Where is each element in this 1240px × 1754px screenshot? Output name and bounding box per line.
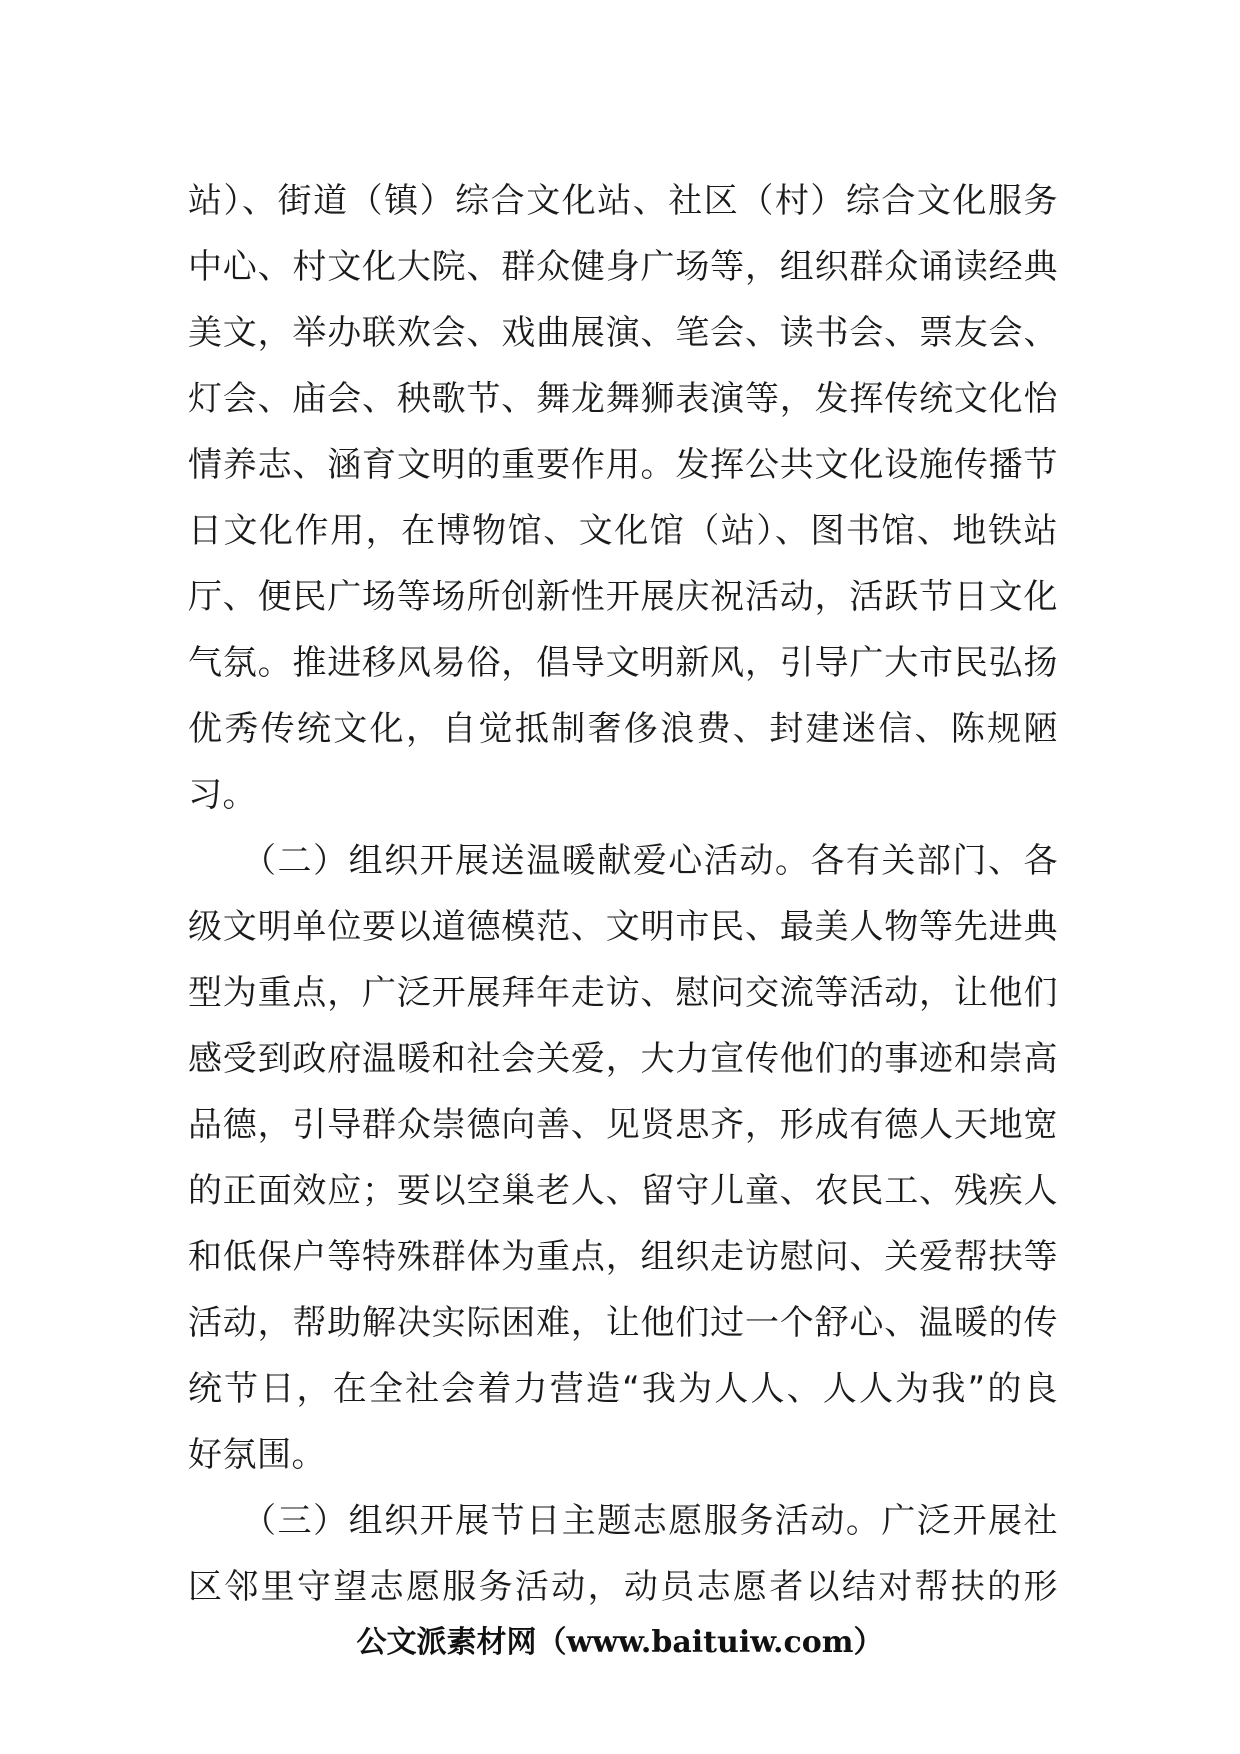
text-line: 灯会、庙会、秧歌节、舞龙舞狮表演等，发挥传统文化怡 [188,379,1058,419]
text-line: 习。 [188,775,257,815]
text-line: 感受到政府温暖和社会关爱，大力宣传他们的事迹和崇高 [188,1039,1058,1079]
text-line: 型为重点，广泛开展拜年走访、慰问交流等活动，让他们 [188,973,1058,1013]
text-line: 的正面效应；要以空巢老人、留守儿童、农民工、残疾人 [188,1171,1058,1211]
text-line: 品德，引导群众崇德向善、见贤思齐，形成有德人天地宽 [188,1105,1058,1145]
document-body [188,168,1058,1620]
source-watermark-footer: 公文派素材网（www.baituiw.com） [356,1625,884,1660]
text-line: 和低保户等特殊群体为重点，组织走访慰问、关爱帮扶等 [188,1237,1058,1277]
paragraph-heading-line: （二）组织开展送温暖献爱心活动。各有关部门、各 [188,841,1058,881]
text-line: 中心、村文化大院、群众健身广场等，组织群众诵读经典 [188,247,1058,287]
text-line: 区邻里守望志愿服务活动，动员志愿者以结对帮扶的形 [188,1567,1058,1607]
paragraph-heading-line: （三）组织开展节日主题志愿服务活动。广泛开展社 [188,1501,1058,1541]
text-line: 日文化作用，在博物馆、文化馆（站）、图书馆、地铁站 [188,511,1058,551]
text-line: 统节日，在全社会着力营造“我为人人、人人为我”的良 [188,1369,1058,1409]
text-line: 活动，帮助解决实际困难，让他们过一个舒心、温暖的传 [188,1303,1058,1343]
text-line: 站）、街道（镇）综合文化站、社区（村）综合文化服务 [188,181,1058,221]
text-line: 美文，举办联欢会、戏曲展演、笔会、读书会、票友会、 [188,313,1058,353]
text-line: 好氛围。 [188,1435,326,1475]
text-line: 厅、便民广场等场所创新性开展庆祝活动，活跃节日文化 [188,577,1058,617]
text-line: 情养志、涵育文明的重要作用。发挥公共文化设施传播节 [188,445,1058,485]
text-line: 气氛。推进移风易俗，倡导文明新风，引导广大市民弘扬 [188,643,1058,683]
text-line: 优秀传统文化，自觉抵制奢侈浪费、封建迷信、陈规陋 [188,709,1058,749]
text-line: 级文明单位要以道德模范、文明市民、最美人物等先进典 [188,907,1058,947]
